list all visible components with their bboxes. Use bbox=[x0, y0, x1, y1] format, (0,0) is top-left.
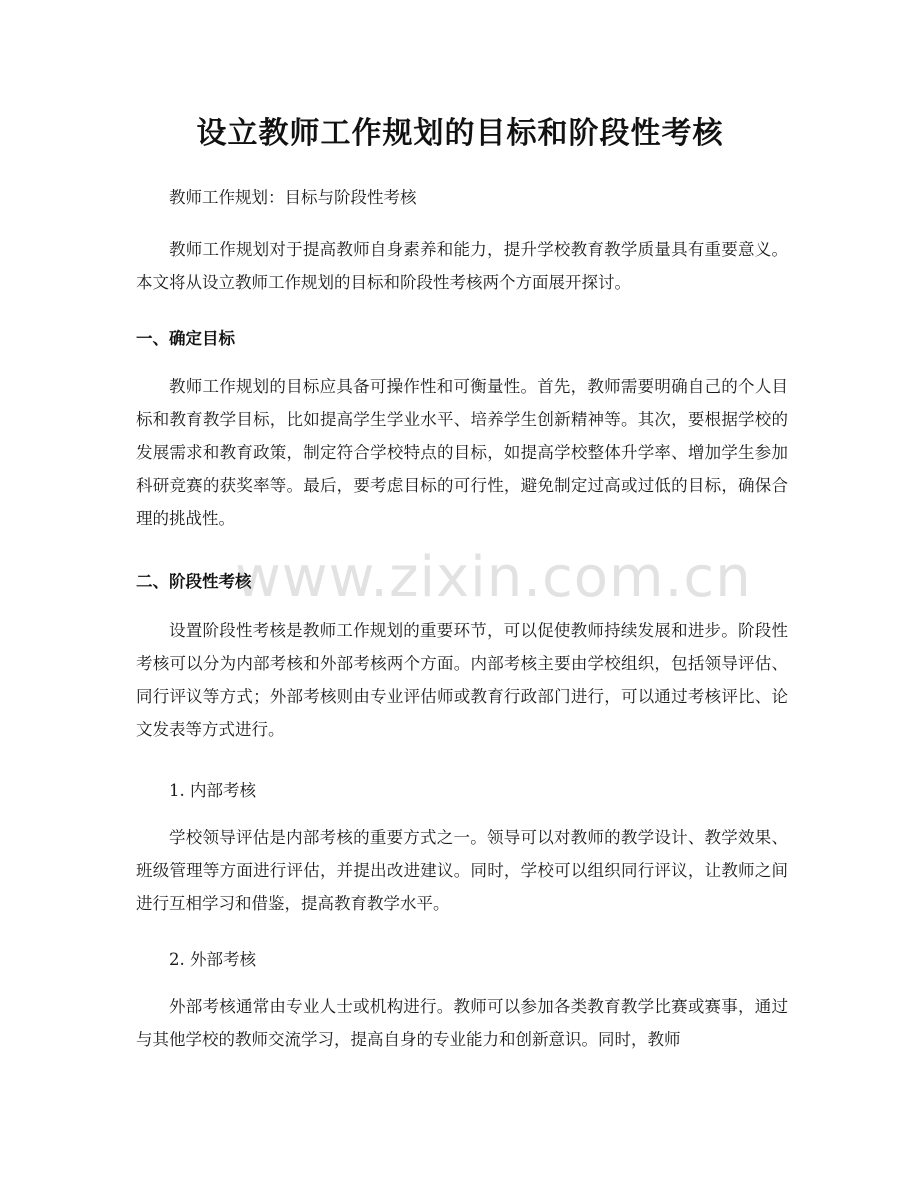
external-assessment-paragraph: 外部考核通常由专业人士或机构进行。教师可以参加各类教育教学比赛或赛事，通过与其他学校的教师交流学习，提高自身的专业能力和创新意识。同时，教师 bbox=[136, 997, 788, 1049]
section-heading-assessment: 二、阶段性考核 bbox=[136, 572, 252, 591]
subsection-heading-internal: 1. 内部考核 bbox=[169, 781, 256, 800]
section-goals-paragraph: 教师工作规划的目标应具备可操作性和可衡量性。首先，教师需要明确自己的个人目标和教育教学目标，比如提高学生学业水平、培养学生创新精神等。其次，要根据学校的发展需求和教育政策，制定符合学校特点的目标，如提高学校整体升学率、增加学生参加科研竞赛的获奖率等。最后，要考虑目标的可行性，避免制定过高或过低的目标，确保合理的挑战性。 bbox=[136, 377, 788, 528]
document-title: 设立教师工作规划的目标和阶段性考核 bbox=[196, 116, 724, 151]
subsection-heading-external: 2. 外部考核 bbox=[169, 950, 256, 969]
section-assessment-paragraph: 设置阶段性考核是教师工作规划的重要环节，可以促使教师持续发展和进步。阶段性考核可以分为内部考核和外部考核两个方面。内部考核主要由学校组织，包括领导评估、同行评议等方式；外部考核则由专业评估师或教育行政部门进行，可以通过考核评比、论文发表等方式进行。 bbox=[136, 621, 788, 739]
internal-assessment-paragraph: 学校领导评估是内部考核的重要方式之一。领导可以对教师的教学设计、教学效果、班级管理等方面进行评估，并提出改进建议。同时，学校可以组织同行评议，让教师之间进行互相学习和借鉴，提高教育教学水平。 bbox=[136, 828, 788, 913]
document-subtitle: 教师工作规划：目标与阶段性考核 bbox=[169, 188, 417, 207]
intro-paragraph: 教师工作规划对于提高教师自身素养和能力，提升学校教育教学质量具有重要意义。本文将从设立教师工作规划的目标和阶段性考核两个方面展开探讨。 bbox=[136, 240, 788, 292]
watermark: www.zixin.com.cn bbox=[235, 545, 752, 610]
section-heading-goals: 一、确定目标 bbox=[136, 329, 235, 348]
